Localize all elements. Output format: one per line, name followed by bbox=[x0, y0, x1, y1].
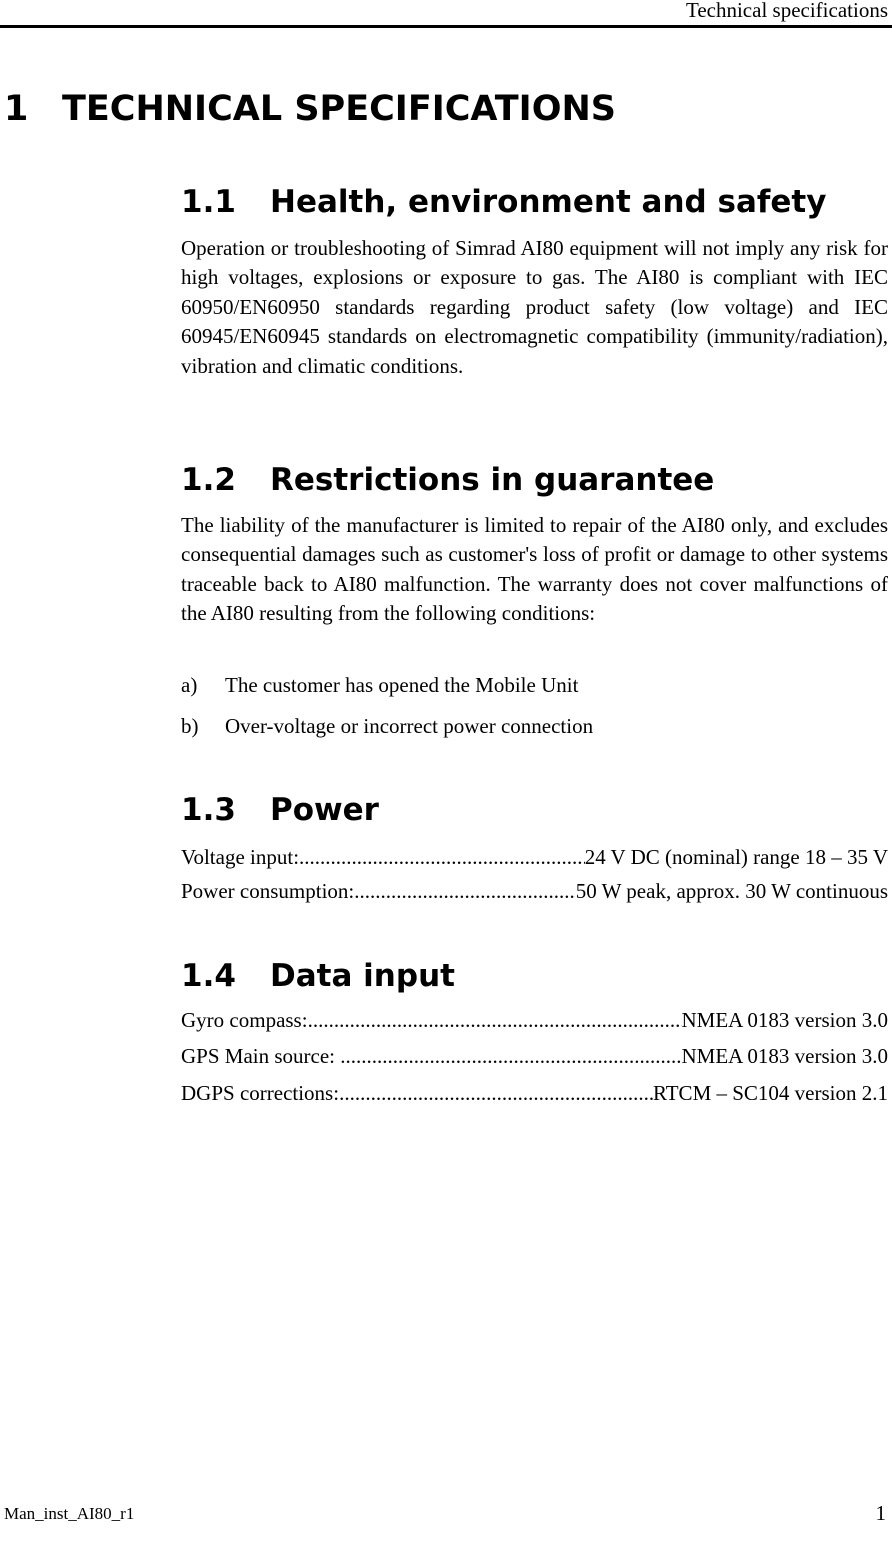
spec-label: DGPS corrections: bbox=[181, 1081, 340, 1105]
list-marker: b) bbox=[181, 714, 199, 738]
spec-label: GPS Main source: bbox=[181, 1044, 341, 1068]
section-title-text: Health, environment and safety bbox=[270, 184, 827, 220]
spec-value: NMEA 0183 version 3.0 bbox=[681, 1008, 888, 1032]
spec-row-power-consumption bbox=[181, 877, 888, 905]
section-number: 1.4 bbox=[181, 958, 236, 994]
spec-row-gps-main-source bbox=[181, 1042, 888, 1070]
section-title-health bbox=[181, 180, 826, 224]
section-number: 1.3 bbox=[181, 792, 236, 828]
spec-value: 24 V DC (nominal) range 18 – 35 V bbox=[584, 845, 888, 869]
section-title-guarantee bbox=[181, 458, 714, 502]
guarantee-paragraph: The liability of the manufacturer is limited to repair of the AI80 only, and excludes consequential damages such as customer's loss of profit or damage to other systems traceable back to AI80 malfunction. The warranty does not cover malfunctions of the AI80 resulting from the following conditions: bbox=[181, 513, 888, 626]
dot-leader bbox=[339, 1079, 653, 1107]
dot-leader bbox=[308, 1006, 682, 1034]
section-title-text: Restrictions in guarantee bbox=[270, 462, 715, 498]
spec-value: RTCM – SC104 version 2.1 bbox=[652, 1081, 888, 1105]
section-title-data-input bbox=[181, 954, 455, 998]
section-title-power bbox=[181, 788, 379, 832]
health-paragraph: Operation or troubleshooting of Simrad AI80 equipment will not imply any risk for high voltages, explosions or exposure to gas. The AI80 is compliant with IEC 60950/EN60950 standards regarding product safety (low voltage) and IEC 60945/EN60945 standards on electromagnetic compatibility (immunity/radiation), vibration and climatic conditions. bbox=[181, 236, 888, 378]
dot-leader bbox=[354, 877, 576, 905]
list-item bbox=[181, 712, 888, 740]
spec-row-dgps-corrections bbox=[181, 1079, 888, 1107]
running-header-title: Technical specifications bbox=[685, 0, 888, 22]
list-item-text: The customer has opened the Mobile Unit bbox=[225, 673, 579, 697]
spec-row-gyro-compass bbox=[181, 1006, 888, 1034]
list-item-text: Over-voltage or incorrect power connection bbox=[225, 714, 594, 738]
section-title-text: Power bbox=[270, 792, 379, 828]
footer-document-id: Man_inst_AI80_r1 bbox=[4, 1504, 135, 1523]
spec-label: Power consumption: bbox=[181, 879, 355, 903]
section-number: 1.1 bbox=[181, 184, 236, 220]
list-marker: a) bbox=[181, 673, 198, 697]
dot-leader bbox=[299, 843, 585, 871]
chapter-title-text: TECHNICAL SPECIFICATIONS bbox=[62, 89, 616, 129]
spec-value: 50 W peak, approx. 30 W continuous bbox=[575, 879, 888, 903]
chapter-number: 1 bbox=[4, 89, 29, 129]
header-rule bbox=[0, 25, 892, 28]
chapter-title bbox=[4, 84, 616, 134]
dot-leader bbox=[340, 1042, 681, 1070]
section-number: 1.2 bbox=[181, 462, 236, 498]
spec-row-voltage-input bbox=[181, 843, 888, 871]
spec-value: NMEA 0183 version 3.0 bbox=[681, 1044, 888, 1068]
page-number: 1 bbox=[875, 1501, 886, 1525]
section-title-text: Data input bbox=[270, 958, 455, 994]
spec-label: Gyro compass: bbox=[181, 1008, 308, 1032]
list-item bbox=[181, 671, 888, 699]
spec-label: Voltage input: bbox=[181, 845, 300, 869]
